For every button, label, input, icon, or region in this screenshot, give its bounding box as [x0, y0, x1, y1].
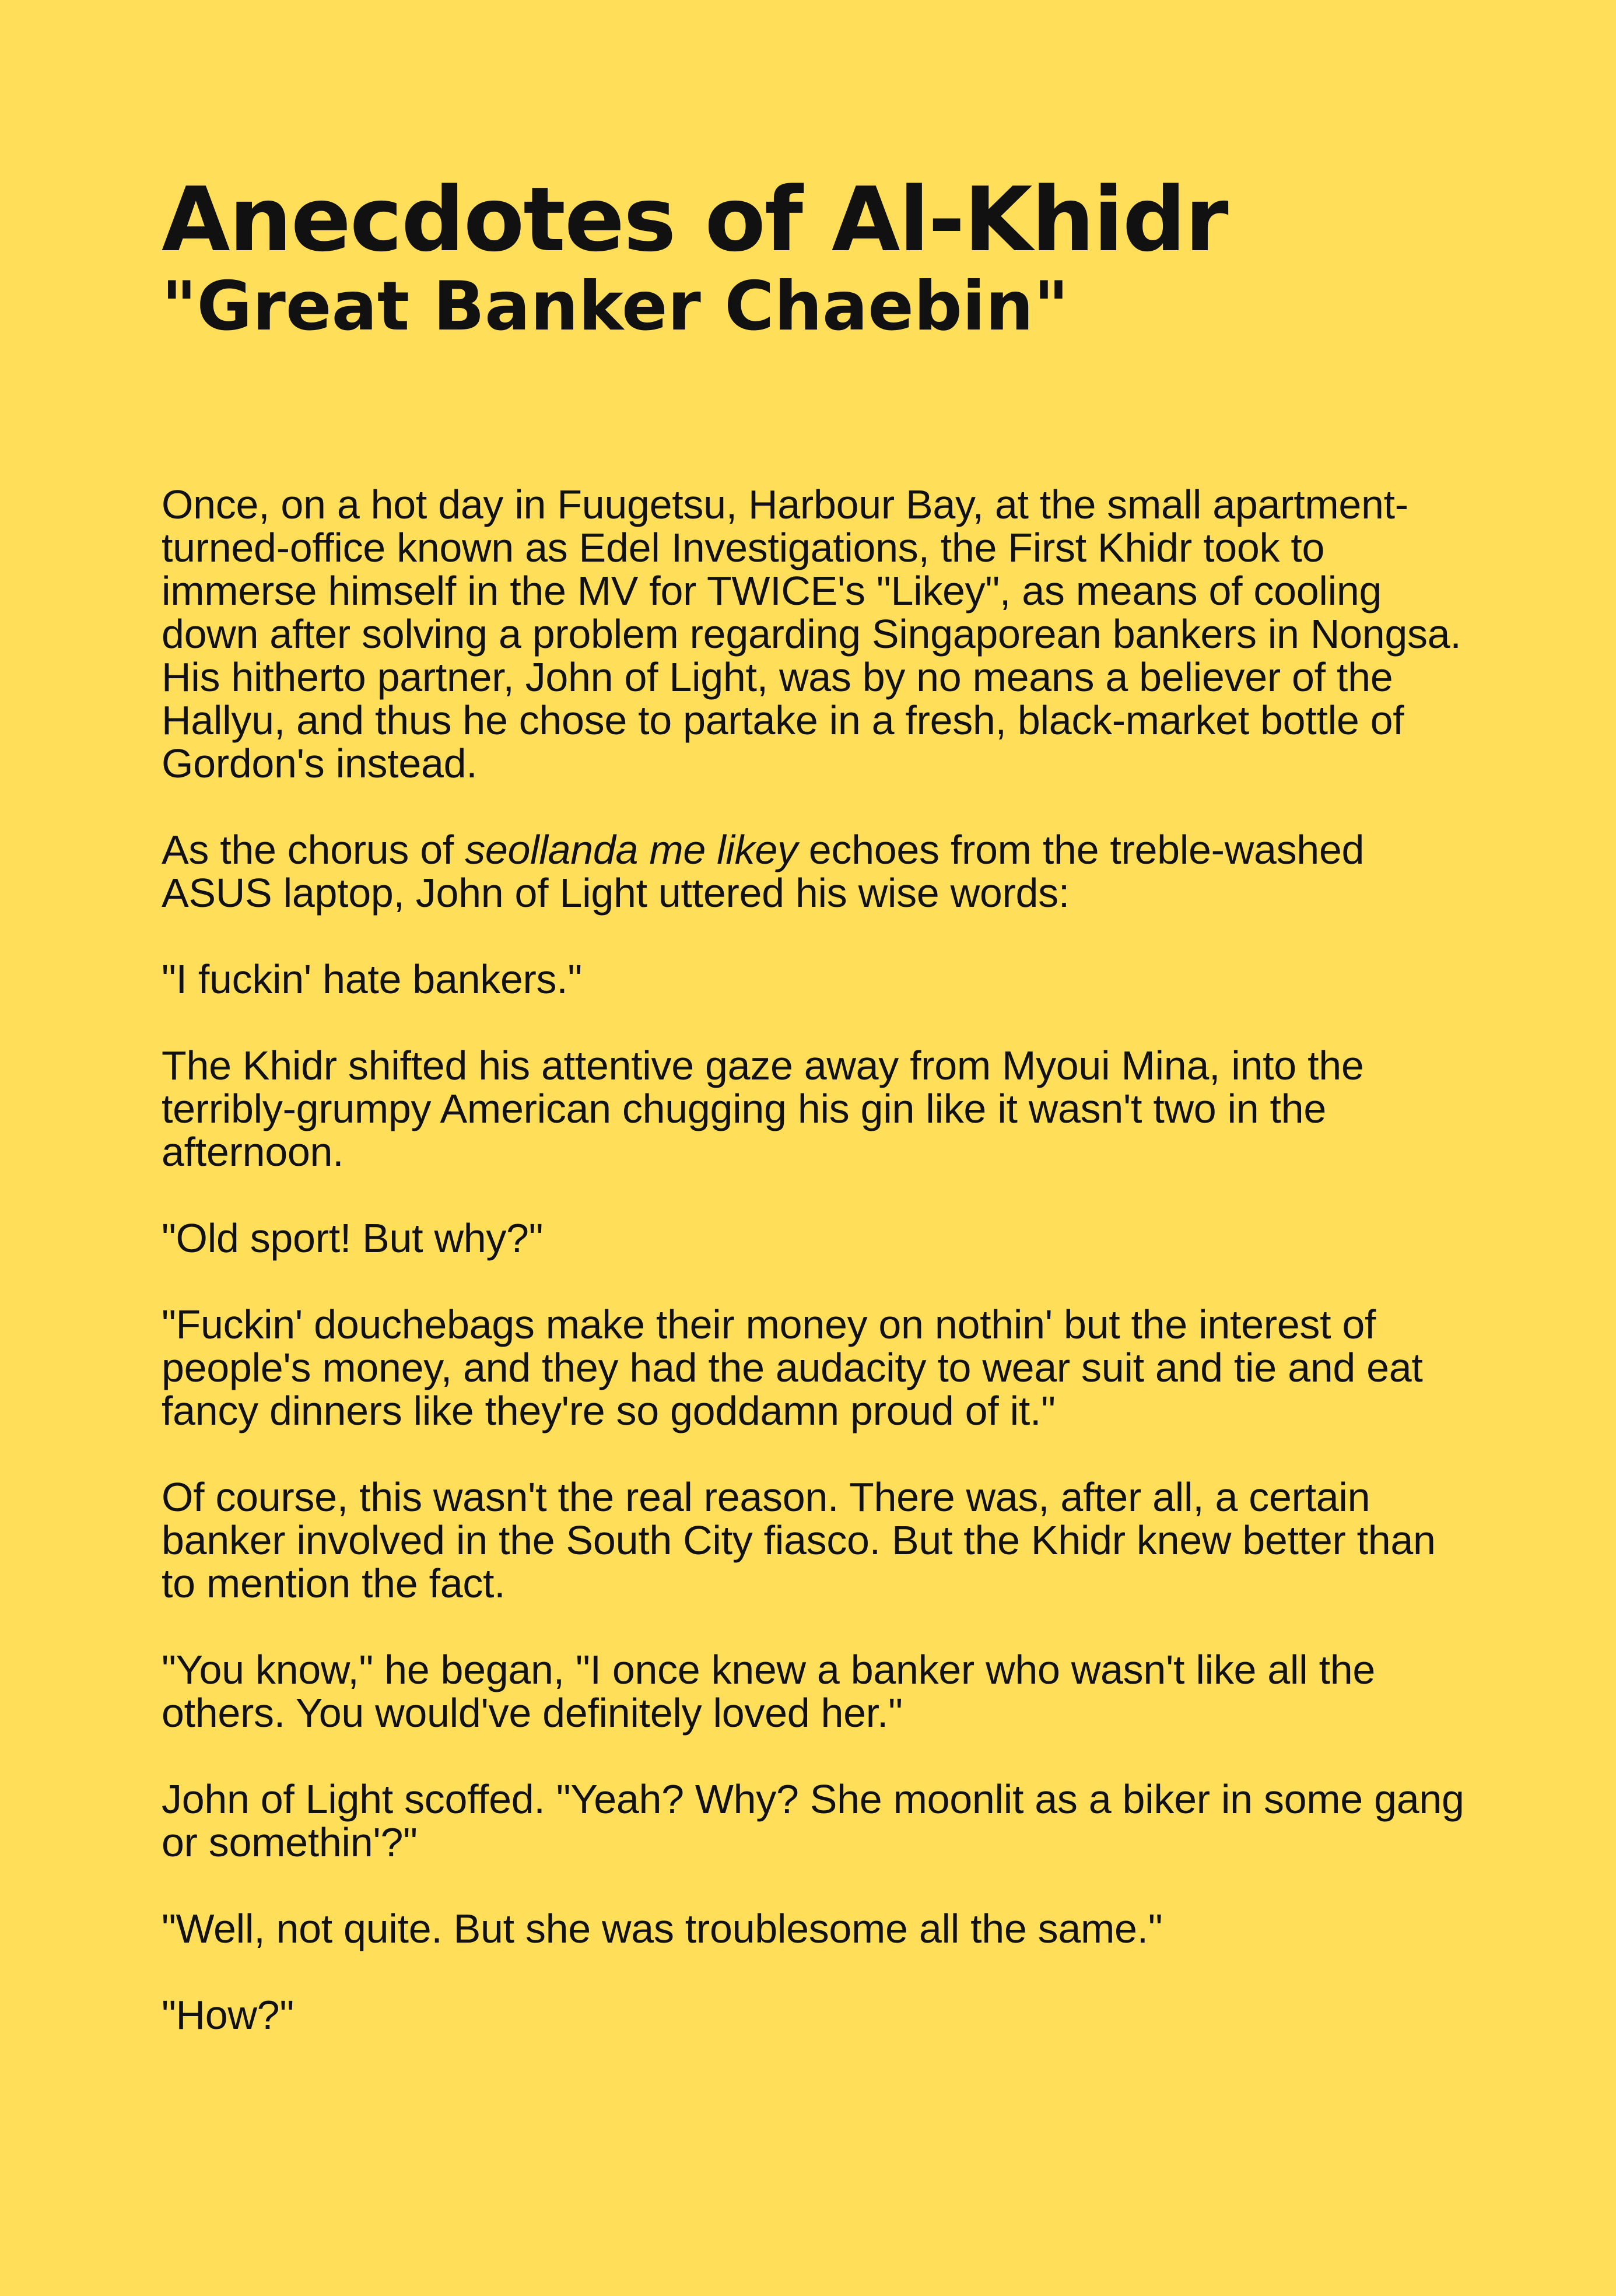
paragraph-1: Once, on a hot day in Fuugetsu, Harbour Bay, at the small apartment-turned-office known as Edel Investigations, the First Khidr took to immerse himself in the MV for TWICE's "Likey", as means of cooling down after solving a problem regarding Singaporean bankers in Nongsa. His hitherto partner, John of Light, was by no means a believer of the Hallyu, and thus he chose to partake in a fresh, black-market bottle of Gordon's instead.	[162, 481, 1461, 786]
paragraph-7: Of course, this wasn't the real reason. There was, after all, a certain banker involved in the South City fiasco. But the Khidr knew better than to mention the fact.	[162, 1474, 1436, 1606]
page-subtitle: "Great Banker Chaebin"	[162, 267, 1069, 346]
page-title: Anecdotes of Al-Khidr	[162, 168, 1228, 271]
paragraph-2-italic-lyric: seollanda me likey	[465, 826, 798, 872]
paragraph-2-text-end: echoes from the treble-washed ASUS laptop, John of Light uttered his wise words:	[162, 826, 1365, 916]
paragraph-3: "I fuckin' hate bankers."	[162, 956, 582, 1002]
paragraph-5: "Old sport! But why?"	[162, 1215, 544, 1261]
paragraph-8: "You know," he began, "I once knew a banker who wasn't like all the others. You would've definitely loved her."	[162, 1646, 1375, 1736]
paragraph-2	[162, 828, 1480, 914]
paragraph-9: John of Light scoffed. "Yeah? Why? She moonlit as a biker in some gang or somethin'?"	[162, 1776, 1464, 1865]
paragraph-6: "Fuckin' douchebags make their money on nothin' but the interest of people's money, and they had the audacity to wear suit and tie and eat fancy dinners like they're so goddamn proud of it."	[162, 1301, 1423, 1433]
paragraph-11: "How?"	[162, 1992, 294, 2038]
paragraph-2-text-start: As the chorus of	[162, 826, 465, 872]
story-body	[162, 483, 1480, 2036]
paragraph-4: The Khidr shifted his attentive gaze away from Myoui Mina, into the terribly-grumpy American chugging his gin like it wasn't two in the afternoon.	[162, 1042, 1364, 1175]
document-page	[162, 168, 1480, 2080]
paragraph-10: "Well, not quite. But she was troublesome all the same."	[162, 1905, 1163, 1951]
